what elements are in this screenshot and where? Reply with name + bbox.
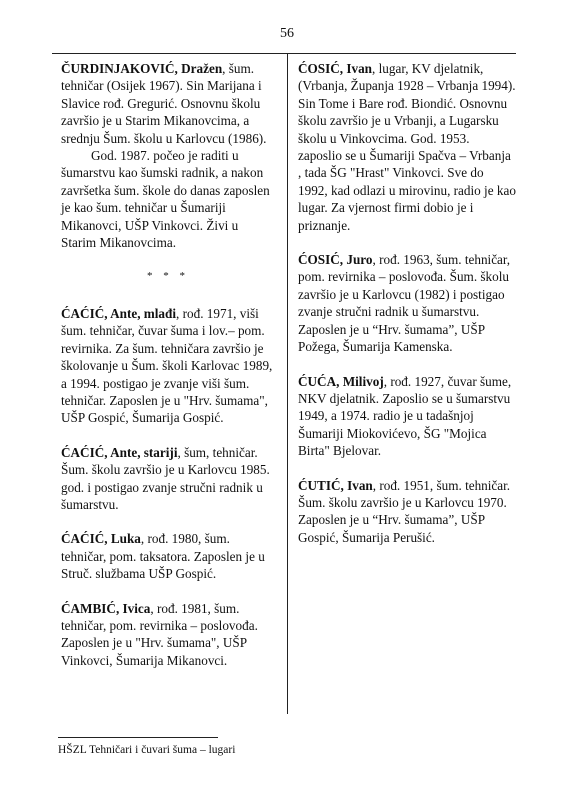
entry-text: , rođ. 1951, šum. tehničar. Šum. školu završio je u Karlovcu 1970. Zaposlen je u “Hrv. šumama”, UŠP Gospić, Šumarija Perušić. bbox=[298, 477, 511, 545]
entry-cosic-ivan bbox=[298, 60, 516, 234]
entry-name: ĆAMBIĆ, Ivica bbox=[61, 600, 151, 616]
entry-cacic-ante-stariji bbox=[61, 444, 275, 514]
entry-name: ĆUTIĆ, Ivan bbox=[298, 477, 373, 493]
entry-text: , rođ. 1980, šum. tehničar, pom. taksatora. Zaposlen je u Struč. službama UŠP Gospić. bbox=[61, 531, 265, 582]
entry-name: ĆAĆIĆ, Ante, mlađi bbox=[61, 305, 177, 321]
right-column bbox=[298, 60, 516, 563]
header-rule bbox=[52, 53, 516, 54]
entry-name: ĆUĆA, Milivoj bbox=[298, 373, 384, 389]
entry-text: , rođ. 1927, čuvar šume, NKV djelatnik. Zaposlio se u šumarstvu 1949, a 1974. radio je u tadašnjoj Šumariji Miokovićevo, ŠG "Mojica Birta" Bjelovar. bbox=[298, 373, 512, 459]
entry-text: , lugar, KV djelatnik, (Vrbanja, Županja 1928 – Vrbanja 1994). Sin Tome i Bare rođ. Biondić. Osnovnu školu završio je u Vrbanji, a Lugarsku školu u Vinkovcima. God. 1953. zaposlio se u Šumariji Spačva – Vrbanja , tada ŠG "Hrast" Vinkovci. Sve do 1992, kad odlazi u mirovinu, radio je kao lugar. Za vjernost firmi dobio je i priznanje. bbox=[298, 61, 516, 233]
entry-cacic-luka bbox=[61, 530, 275, 582]
entry-name: ĆOSIĆ, Juro bbox=[298, 252, 373, 268]
column-divider bbox=[287, 54, 288, 714]
entry-text: , rođ. 1971, viši šum. tehničar, čuvar šuma i lov.– pom. revirnika. Za šum. tehničara završio je školovanje u Šum. školi Karlovac 1989, a 1994. postigao je zvanje viši šum. tehničar. Zaposlen je u "Hrv. šumama", UŠP Gospić, Šumarija Gospić. bbox=[61, 305, 273, 426]
entry-cutic-ivan bbox=[298, 477, 516, 547]
entry-cuca-milivoj bbox=[298, 373, 516, 460]
entry-text: , rođ. 1981, šum. tehničar, pom. revirnika – poslovođa. Zaposlen je u "Hrv. šumama", UŠP Vinkovci, Šumarija Mikanovci. bbox=[61, 600, 258, 668]
entry-cacic-ante-mladi bbox=[61, 305, 275, 427]
left-column bbox=[61, 60, 275, 686]
entry-text-continued: God. 1987. počeo je raditi u šumarstvu kao šumski radnik, a nakon završetka šum. škole do danas zaposlen je kao šum. tehničar u Šumariji Mikanovci, UŠP Vinkovci. Živi u Starim Mikanovcima. bbox=[61, 148, 270, 251]
entry-curdinjakovic-drazen bbox=[61, 60, 275, 251]
entry-name: ĆAĆIĆ, Ante, stariji bbox=[61, 444, 178, 460]
entry-name: ĆAĆIĆ, Luka bbox=[61, 531, 141, 547]
entry-name: ĆOSIĆ, Ivan bbox=[298, 61, 373, 76]
running-footer: HŠZL Tehničari i čuvari šuma – lugari bbox=[58, 744, 236, 756]
entry-cambic-ivica bbox=[61, 600, 275, 670]
entry-cosic-juro bbox=[298, 251, 516, 355]
entry-name: ČURDINJAKOVIĆ, Dražen bbox=[61, 61, 223, 76]
page-number: 56 bbox=[280, 26, 294, 41]
entry-text: , šum. tehničar (Osijek 1967). Sin Marijana i Slavice rođ. Gregurić. Osnovnu školu završio je u Starim Mikanovcima, a srednju Šum. školu u Karlovcu (1986). bbox=[61, 61, 267, 146]
footer-rule bbox=[58, 737, 218, 738]
section-separator: * * * bbox=[147, 270, 189, 283]
entry-text: , rođ. 1963, šum. tehničar, pom. revirnika – poslovođa. Šum. školu završio je u Karlovcu (1982) i postigao zvanje stručni radnik u šumarstvu. Zaposlen je u “Hrv. šumama”, UŠP Požega, Šumarija Kamenska. bbox=[298, 252, 511, 355]
entry-text: , šum, tehničar. Šum. školu završio je u Karlovcu 1985. god. i postigao zvanje stručni radnik u šumarstvu. bbox=[61, 444, 270, 512]
